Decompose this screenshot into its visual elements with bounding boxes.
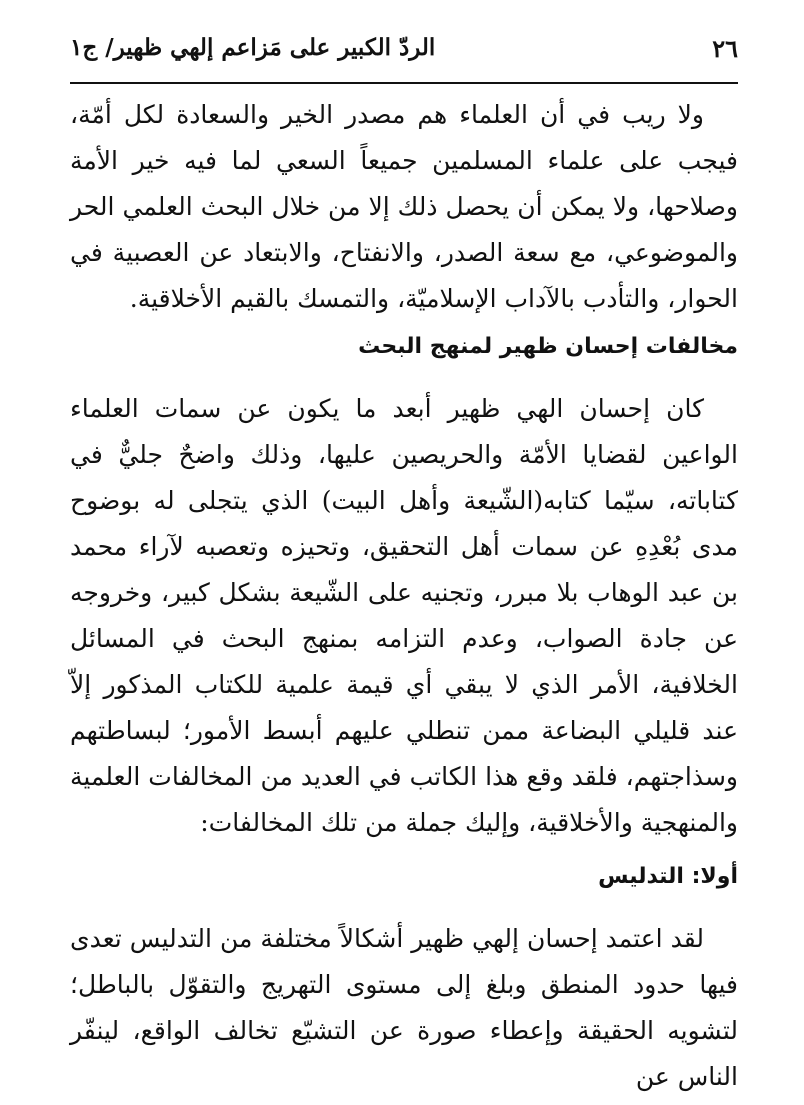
page-number: ٢٦ — [712, 34, 738, 63]
paragraph-1: ولا ريب في أن العلماء هم مصدر الخير والسعادة لكل أمّة، فيجب على علماء المسلمين جميعاً السعي لما فيه خير الأمة وصلاحها، ولا يمكن أن يحصل ذلك إلا من خلال البحث العلمي الحر والموضوعي، مع سعة الصدر، والانفتاح، والابتعاد عن العصبية في الحوار، والتأدب بالآداب الإسلاميّة، والتمسك بالقيم الأخلاقية. — [70, 100, 738, 313]
paragraph-3: لقد اعتمد إحسان إلهي ظهير أشكالاً مختلفة من التدليس تعدى فيها حدود المنطق وبلغ إلى مستوى التهريج والتقوّل بالباطل؛ لتشويه الحقيقة وإعطاء صورة عن التشيّع تخالف الواقع، لينفّر الناس عن — [70, 924, 738, 1091]
paragraph-2: كان إحسان الهي ظهير أبعد ما يكون عن سمات العلماء الواعين لقضايا الأمّة والحريصين عليها، وذلك واضحٌ جليٌّ في كتاباته، سيّما كتابه(الشّيعة وأهل البيت) الذي يتجلى له بوضوح مدى بُعْدِهِ عن سمات أهل التحقيق، وتحيزه وتعصبه لآراء محمد بن عبد الوهاب بلا مبرر، وتجنيه على الشّيعة بشكل كبير، وخروجه عن جادة الصواب، وعدم التزامه بمنهج البحث في المسائل الخلافية، الأمر الذي لا يبقي أي قيمة علمية للكتاب المذكور إلاّ عند قليلي البضاعة ممن تنطلي عليهم أبسط الأمور؛ لبساطتهم وسذاجتهم، فلقد وقع هذا الكاتب في العديد من المخالفات العلمية والمنهجية والأخلاقية، وإليك جملة من تلك المخالفات: — [70, 394, 738, 837]
section-heading-methodology-violations: مخالفات إحسان ظهير لمنهج البحث — [358, 334, 738, 359]
document-page — [70, 30, 738, 1100]
running-header — [70, 30, 738, 84]
document-body — [70, 92, 738, 1100]
section-heading-tadlis: أولا: التدليس — [598, 864, 738, 889]
book-title: الردّ الكبير على مَزاعم إلهي ظهير/ ج١ — [70, 34, 436, 61]
